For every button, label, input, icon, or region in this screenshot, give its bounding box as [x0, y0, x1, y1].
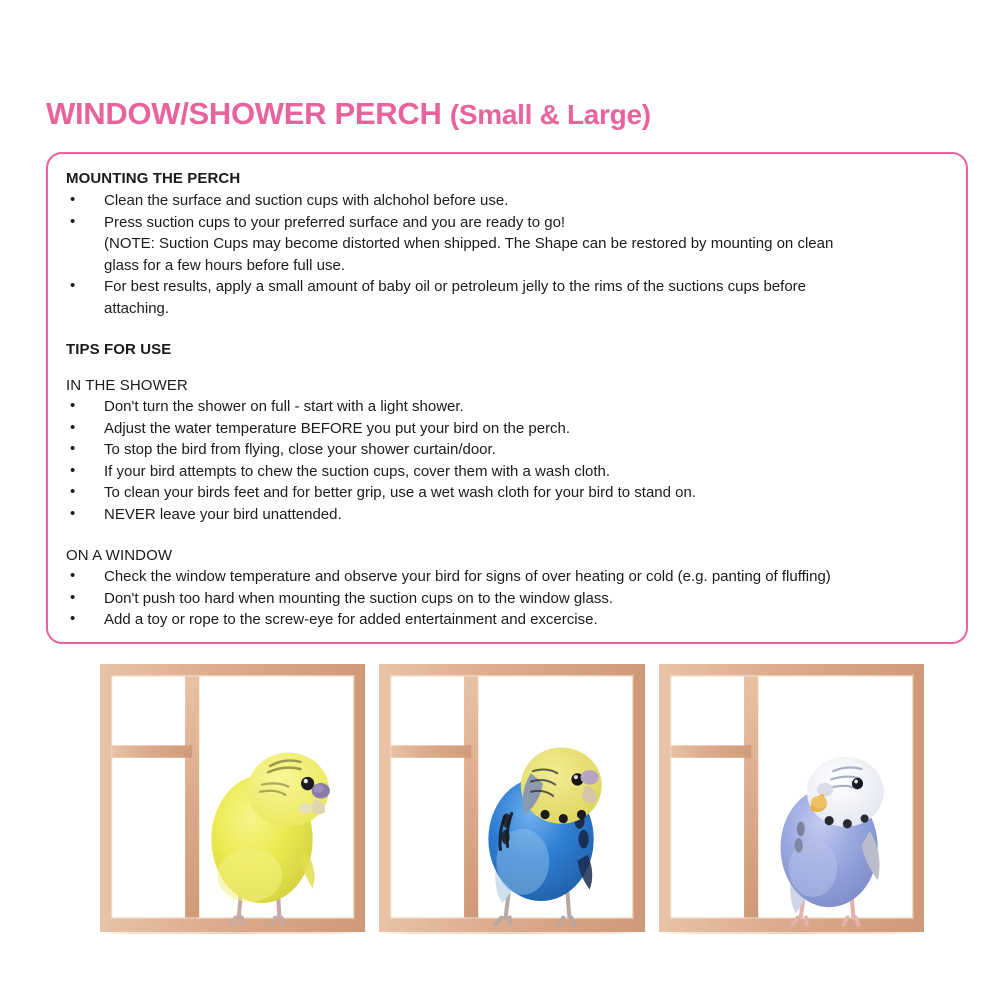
spacer [58, 361, 956, 377]
window-frame-illustration [379, 664, 644, 934]
list-item: • Don't push too hard when mounting the suction cups on to the window glass. [58, 588, 956, 610]
instruction-card [46, 152, 968, 644]
list-item: • Check the window temperature and observe your bird for signs of over heating or cold (e.g. panting of fluffing) [58, 566, 956, 588]
list-item: • NEVER leave your bird unattended. [58, 504, 956, 526]
tips-section-heading: TIPS FOR USE [66, 341, 172, 358]
yellow-budgie-window-photo [100, 664, 365, 934]
page-title [46, 98, 651, 129]
violet-budgie-window-photo [659, 664, 924, 934]
yellow-budgie [211, 753, 329, 924]
page-title-suffix: (Small & Large) [449, 99, 651, 130]
list-item: • For best results, apply a small amount of baby oil or petroleum jelly to the rims of the suctions cups before [58, 276, 956, 298]
list-item: (NOTE: Suction Cups may become distorted when shipped. The Shape can be restored by mounting on clean [104, 235, 834, 252]
photo-baseline [659, 932, 924, 934]
product-photo-strip [100, 664, 924, 934]
list-item: • If your bird attempts to chew the suction cups, cover them with a wash cloth. [58, 461, 956, 483]
mounting-bullet-list [58, 190, 956, 319]
blue-budgie-window-photo [379, 664, 644, 934]
window-frame-illustration [100, 664, 365, 934]
list-item: glass for a few hours before full use. [104, 256, 345, 274]
instruction-card-content [58, 170, 956, 631]
violet-budgie [780, 757, 883, 925]
window-frame-illustration [659, 664, 924, 934]
list-item: • Don't turn the shower on full - start with a light shower. [58, 396, 956, 418]
list-item: • To clean your birds feet and for better grip, use a wet wash cloth for your bird to stand on. [58, 482, 956, 504]
shower-bullet-list [58, 396, 956, 525]
window-bullet-list [58, 566, 956, 631]
blue-budgie [489, 747, 602, 924]
mounting-section-heading: MOUNTING THE PERCH [66, 170, 241, 187]
list-item: attaching. [104, 299, 170, 317]
window-subsection-heading: ON A WINDOW [66, 547, 173, 564]
shower-subsection-heading: IN THE SHOWER [66, 377, 188, 394]
page-title-main: WINDOW/SHOWER PERCH [46, 96, 450, 131]
photo-baseline [100, 932, 365, 934]
spacer [58, 319, 956, 341]
photo-baseline [379, 932, 644, 934]
list-item: • Adjust the water temperature BEFORE you put your bird on the perch. [58, 418, 956, 440]
list-item: • Clean the surface and suction cups with alchohol before use. [58, 190, 956, 212]
list-item: • To stop the bird from flying, close your shower curtain/door. [58, 439, 956, 461]
list-item: • Press suction cups to your preferred surface and you are ready to go! [58, 212, 956, 234]
list-item: • Add a toy or rope to the screw-eye for added entertainment and excercise. [58, 609, 956, 631]
spacer [58, 525, 956, 547]
